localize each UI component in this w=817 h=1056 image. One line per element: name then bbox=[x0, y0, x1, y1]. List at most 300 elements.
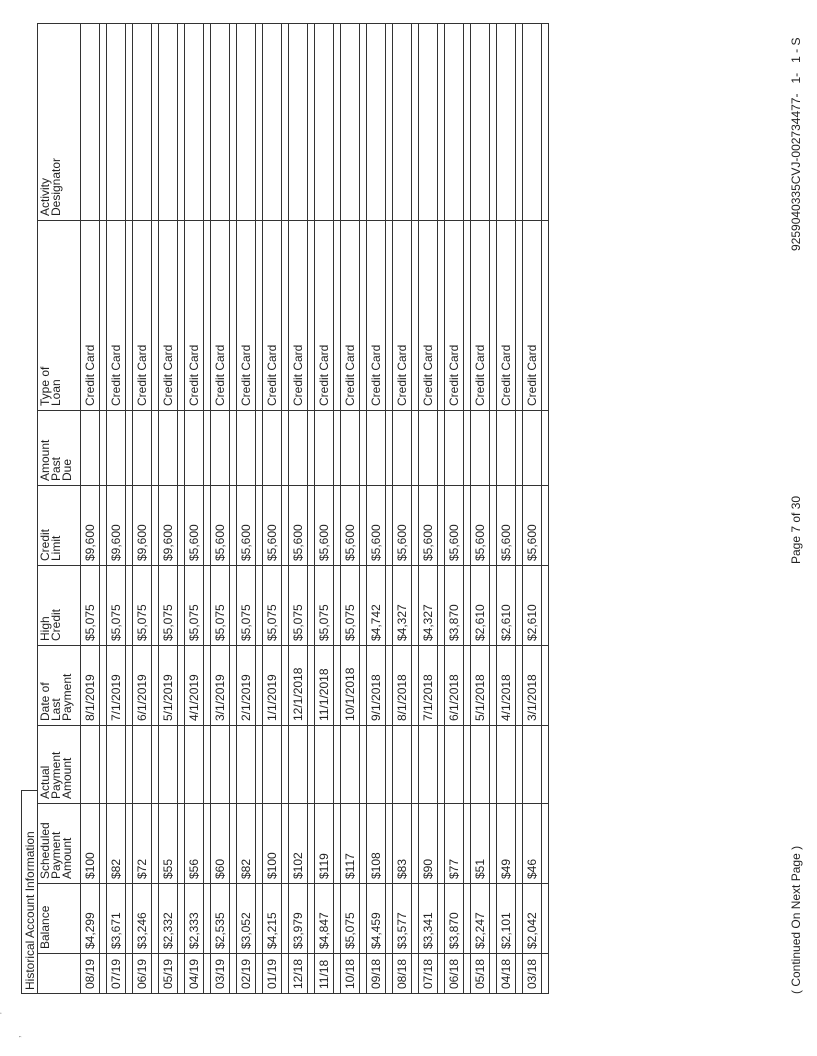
spacer-cell bbox=[516, 804, 523, 884]
spacer-cell bbox=[334, 411, 341, 486]
cell-credit-limit: $9,600 bbox=[107, 486, 126, 566]
cell-credit-limit: $9,600 bbox=[81, 486, 100, 566]
cell-balance: $3,577 bbox=[393, 884, 412, 954]
spacer-cell bbox=[542, 486, 549, 566]
spacer-cell bbox=[152, 646, 159, 726]
spacer-cell bbox=[464, 646, 471, 726]
spacer-cell bbox=[334, 804, 341, 884]
spacer-cell bbox=[204, 726, 211, 804]
row-spacer bbox=[386, 24, 393, 994]
cell-loan-type: Credit Card bbox=[341, 221, 360, 411]
cell-loan-type: Credit Card bbox=[107, 221, 126, 411]
cell-balance: $4,299 bbox=[81, 884, 100, 954]
cell-past-due bbox=[185, 411, 204, 486]
table-row bbox=[497, 24, 516, 994]
spacer-cell bbox=[152, 566, 159, 646]
spacer-cell bbox=[100, 804, 107, 884]
spacer-cell bbox=[464, 804, 471, 884]
spacer-cell bbox=[126, 646, 133, 726]
spacer-cell bbox=[282, 884, 289, 954]
row-spacer bbox=[490, 24, 497, 994]
cell-date-last: 4/1/2019 bbox=[185, 646, 204, 726]
cell-actual bbox=[237, 726, 256, 804]
cell-date-last: 3/1/2018 bbox=[523, 646, 542, 726]
spacer-cell bbox=[412, 411, 419, 486]
spacer-cell bbox=[152, 24, 159, 221]
cell-credit-limit: $5,600 bbox=[471, 486, 490, 566]
cell-past-due bbox=[211, 411, 230, 486]
spacer-cell bbox=[126, 411, 133, 486]
spacer-cell bbox=[360, 954, 367, 994]
cell-balance: $2,042 bbox=[523, 884, 542, 954]
cell-date-last: 9/1/2018 bbox=[367, 646, 386, 726]
spacer-cell bbox=[412, 486, 419, 566]
spacer-cell bbox=[438, 566, 445, 646]
spacer-cell bbox=[256, 646, 263, 726]
spacer-cell bbox=[152, 221, 159, 411]
spacer-cell bbox=[516, 486, 523, 566]
spacer-cell bbox=[100, 726, 107, 804]
spacer-cell bbox=[178, 411, 185, 486]
cell-month: 05/18 bbox=[471, 954, 490, 994]
cell-credit-limit: $9,600 bbox=[133, 486, 152, 566]
spacer-cell bbox=[100, 646, 107, 726]
cell-activity bbox=[263, 24, 282, 221]
col-header-balance bbox=[38, 884, 81, 954]
spacer-cell bbox=[360, 566, 367, 646]
spacer-cell bbox=[334, 884, 341, 954]
spacer-cell bbox=[516, 411, 523, 486]
spacer-cell bbox=[490, 486, 497, 566]
cell-loan-type: Credit Card bbox=[445, 221, 464, 411]
cell-activity bbox=[367, 24, 386, 221]
cell-month: 04/19 bbox=[185, 954, 204, 994]
spacer-cell bbox=[230, 24, 237, 221]
cell-balance: $2,535 bbox=[211, 884, 230, 954]
spacer-cell bbox=[126, 486, 133, 566]
cell-balance: $5,075 bbox=[341, 884, 360, 954]
spacer-cell bbox=[282, 566, 289, 646]
table-row bbox=[185, 24, 204, 994]
cell-activity bbox=[341, 24, 360, 221]
cell-past-due bbox=[237, 411, 256, 486]
cell-date-last: 5/1/2019 bbox=[159, 646, 178, 726]
table-row bbox=[393, 24, 412, 994]
row-spacer bbox=[464, 24, 471, 994]
row-spacer bbox=[282, 24, 289, 994]
cell-credit-limit: $5,600 bbox=[523, 486, 542, 566]
spacer-cell bbox=[386, 24, 393, 221]
cell-activity bbox=[107, 24, 126, 221]
cell-high-credit: $4,742 bbox=[367, 566, 386, 646]
cell-balance: $4,215 bbox=[263, 884, 282, 954]
section-title: Historical Account Information bbox=[21, 790, 37, 994]
spacer-cell bbox=[230, 411, 237, 486]
cell-credit-limit: $5,600 bbox=[367, 486, 386, 566]
cell-loan-type: Credit Card bbox=[419, 221, 438, 411]
cell-activity bbox=[211, 24, 230, 221]
cell-balance: $3,246 bbox=[133, 884, 152, 954]
cell-activity bbox=[523, 24, 542, 221]
cell-past-due bbox=[159, 411, 178, 486]
spacer-cell bbox=[542, 726, 549, 804]
spacer-cell bbox=[438, 24, 445, 221]
col-header-scheduled bbox=[38, 804, 81, 884]
spacer-cell bbox=[308, 954, 315, 994]
cell-scheduled: $49 bbox=[497, 804, 516, 884]
cell-actual bbox=[107, 726, 126, 804]
col-header-past-due bbox=[38, 411, 81, 486]
spacer-cell bbox=[100, 411, 107, 486]
spacer-cell bbox=[178, 884, 185, 954]
spacer-cell bbox=[516, 726, 523, 804]
col-header-actual bbox=[38, 726, 81, 804]
col-header-scheduled-label: Scheduled Payment Amount bbox=[38, 822, 74, 879]
scan-mark: , bbox=[12, 1035, 22, 1038]
col-header-loan-type-label: Type of Loan bbox=[38, 366, 63, 406]
col-header-balance-label: Balance bbox=[38, 905, 52, 949]
table-row bbox=[133, 24, 152, 994]
cell-past-due bbox=[497, 411, 516, 486]
spacer-cell bbox=[282, 486, 289, 566]
cell-loan-type: Credit Card bbox=[263, 221, 282, 411]
cell-balance: $2,333 bbox=[185, 884, 204, 954]
spacer-cell bbox=[126, 24, 133, 221]
table-row bbox=[523, 24, 542, 994]
spacer-cell bbox=[360, 804, 367, 884]
spacer-cell bbox=[230, 884, 237, 954]
spacer-cell bbox=[256, 954, 263, 994]
spacer-cell bbox=[308, 411, 315, 486]
cell-scheduled: $72 bbox=[133, 804, 152, 884]
spacer-cell bbox=[256, 411, 263, 486]
cell-activity bbox=[237, 24, 256, 221]
cell-actual bbox=[289, 726, 308, 804]
cell-month: 09/18 bbox=[367, 954, 386, 994]
cell-month: 08/18 bbox=[393, 954, 412, 994]
spacer-cell bbox=[308, 646, 315, 726]
spacer-cell bbox=[542, 411, 549, 486]
cell-scheduled: $102 bbox=[289, 804, 308, 884]
cell-activity bbox=[133, 24, 152, 221]
spacer-cell bbox=[204, 646, 211, 726]
cell-scheduled: $77 bbox=[445, 804, 464, 884]
cell-balance: $3,870 bbox=[445, 884, 464, 954]
spacer-cell bbox=[126, 884, 133, 954]
cell-high-credit: $2,610 bbox=[523, 566, 542, 646]
spacer-cell bbox=[490, 884, 497, 954]
spacer-cell bbox=[464, 954, 471, 994]
cell-high-credit: $2,610 bbox=[497, 566, 516, 646]
spacer-cell bbox=[126, 726, 133, 804]
col-header-month bbox=[38, 954, 81, 994]
cell-date-last: 11/1/2018 bbox=[315, 646, 334, 726]
spacer-cell bbox=[542, 646, 549, 726]
spacer-cell bbox=[438, 884, 445, 954]
cell-high-credit: $5,075 bbox=[211, 566, 230, 646]
cell-scheduled: $100 bbox=[263, 804, 282, 884]
cell-scheduled: $60 bbox=[211, 804, 230, 884]
col-header-past-due-label: Amount Past Due bbox=[38, 439, 74, 481]
row-spacer bbox=[100, 24, 107, 994]
spacer-cell bbox=[438, 726, 445, 804]
cell-date-last: 10/1/2018 bbox=[341, 646, 360, 726]
spacer-cell bbox=[308, 804, 315, 884]
cell-actual bbox=[523, 726, 542, 804]
cell-loan-type: Credit Card bbox=[185, 221, 204, 411]
table-row bbox=[107, 24, 126, 994]
spacer-cell bbox=[516, 884, 523, 954]
spacer-cell bbox=[438, 486, 445, 566]
row-spacer bbox=[542, 24, 549, 994]
cell-balance: $3,979 bbox=[289, 884, 308, 954]
cell-activity bbox=[289, 24, 308, 221]
cell-scheduled: $117 bbox=[341, 804, 360, 884]
spacer-cell bbox=[542, 566, 549, 646]
cell-month: 04/18 bbox=[497, 954, 516, 994]
spacer-cell bbox=[178, 804, 185, 884]
table-row bbox=[81, 24, 100, 994]
cell-past-due bbox=[289, 411, 308, 486]
cell-month: 03/18 bbox=[523, 954, 542, 994]
cell-scheduled: $82 bbox=[107, 804, 126, 884]
cell-high-credit: $4,327 bbox=[393, 566, 412, 646]
cell-credit-limit: $5,600 bbox=[185, 486, 204, 566]
cell-actual bbox=[341, 726, 360, 804]
cell-month: 11/18 bbox=[315, 954, 334, 994]
spacer-cell bbox=[230, 646, 237, 726]
cell-scheduled: $100 bbox=[81, 804, 100, 884]
cell-past-due bbox=[471, 411, 490, 486]
cell-high-credit: $5,075 bbox=[107, 566, 126, 646]
cell-balance: $2,101 bbox=[497, 884, 516, 954]
table-row bbox=[341, 24, 360, 994]
cell-scheduled: $55 bbox=[159, 804, 178, 884]
spacer-cell bbox=[386, 566, 393, 646]
spacer-cell bbox=[100, 566, 107, 646]
table-row bbox=[471, 24, 490, 994]
row-spacer bbox=[438, 24, 445, 994]
cell-loan-type: Credit Card bbox=[471, 221, 490, 411]
spacer-cell bbox=[282, 646, 289, 726]
cell-month: 10/18 bbox=[341, 954, 360, 994]
cell-actual bbox=[471, 726, 490, 804]
cell-scheduled: $83 bbox=[393, 804, 412, 884]
cell-date-last: 1/1/2019 bbox=[263, 646, 282, 726]
cell-activity bbox=[159, 24, 178, 221]
cell-actual bbox=[159, 726, 178, 804]
spacer-cell bbox=[464, 411, 471, 486]
cell-date-last: 6/1/2018 bbox=[445, 646, 464, 726]
spacer-cell bbox=[152, 884, 159, 954]
spacer-cell bbox=[360, 884, 367, 954]
spacer-cell bbox=[516, 954, 523, 994]
spacer-cell bbox=[204, 411, 211, 486]
spacer-cell bbox=[334, 221, 341, 411]
spacer-cell bbox=[334, 726, 341, 804]
row-spacer bbox=[152, 24, 159, 994]
spacer-cell bbox=[412, 726, 419, 804]
cell-activity bbox=[81, 24, 100, 221]
spacer-cell bbox=[360, 24, 367, 221]
spacer-cell bbox=[516, 566, 523, 646]
spacer-cell bbox=[256, 221, 263, 411]
table-body bbox=[81, 24, 549, 994]
cell-date-last: 8/1/2019 bbox=[81, 646, 100, 726]
scan-mark bbox=[0, 1012, 8, 1014]
spacer-cell bbox=[386, 884, 393, 954]
cell-date-last: 12/1/2018 bbox=[289, 646, 308, 726]
spacer-cell bbox=[204, 221, 211, 411]
cell-scheduled: $46 bbox=[523, 804, 542, 884]
cell-balance: $4,847 bbox=[315, 884, 334, 954]
col-header-high-credit bbox=[38, 566, 81, 646]
cell-credit-limit: $5,600 bbox=[445, 486, 464, 566]
spacer-cell bbox=[230, 804, 237, 884]
spacer-cell bbox=[152, 411, 159, 486]
cell-actual bbox=[497, 726, 516, 804]
spacer-cell bbox=[360, 646, 367, 726]
spacer-cell bbox=[334, 24, 341, 221]
col-header-high-credit-label: High Credit bbox=[38, 608, 63, 641]
row-spacer bbox=[256, 24, 263, 994]
cell-date-last: 6/1/2019 bbox=[133, 646, 152, 726]
spacer-cell bbox=[360, 726, 367, 804]
cell-scheduled: $51 bbox=[471, 804, 490, 884]
spacer-cell bbox=[282, 804, 289, 884]
spacer-cell bbox=[126, 804, 133, 884]
spacer-cell bbox=[386, 411, 393, 486]
cell-month: 02/19 bbox=[237, 954, 256, 994]
spacer-cell bbox=[438, 804, 445, 884]
spacer-cell bbox=[464, 486, 471, 566]
spacer-cell bbox=[386, 221, 393, 411]
spacer-cell bbox=[464, 24, 471, 221]
table-row bbox=[419, 24, 438, 994]
row-spacer bbox=[230, 24, 237, 994]
cell-past-due bbox=[445, 411, 464, 486]
cell-high-credit: $5,075 bbox=[341, 566, 360, 646]
page-number: Page 7 of 30 bbox=[789, 495, 803, 564]
spacer-cell bbox=[542, 24, 549, 221]
spacer-cell bbox=[282, 726, 289, 804]
cell-loan-type: Credit Card bbox=[211, 221, 230, 411]
spacer-cell bbox=[308, 726, 315, 804]
cell-past-due bbox=[315, 411, 334, 486]
spacer-cell bbox=[542, 221, 549, 411]
spacer-cell bbox=[490, 646, 497, 726]
cell-credit-limit: $5,600 bbox=[419, 486, 438, 566]
cell-month: 08/19 bbox=[81, 954, 100, 994]
spacer-cell bbox=[126, 954, 133, 994]
spacer-cell bbox=[464, 221, 471, 411]
row-spacer bbox=[360, 24, 367, 994]
spacer-cell bbox=[542, 954, 549, 994]
cell-actual bbox=[133, 726, 152, 804]
spacer-cell bbox=[230, 221, 237, 411]
cell-activity bbox=[393, 24, 412, 221]
spacer-cell bbox=[204, 884, 211, 954]
spacer-cell bbox=[282, 24, 289, 221]
cell-month: 07/19 bbox=[107, 954, 126, 994]
table-row bbox=[289, 24, 308, 994]
spacer-cell bbox=[256, 486, 263, 566]
cell-activity bbox=[497, 24, 516, 221]
spacer-cell bbox=[412, 646, 419, 726]
cell-actual bbox=[315, 726, 334, 804]
spacer-cell bbox=[360, 221, 367, 411]
cell-scheduled: $90 bbox=[419, 804, 438, 884]
spacer-cell bbox=[204, 486, 211, 566]
cell-balance: $3,052 bbox=[237, 884, 256, 954]
cell-balance: $3,671 bbox=[107, 884, 126, 954]
spacer-cell bbox=[438, 411, 445, 486]
cell-past-due bbox=[107, 411, 126, 486]
cell-past-due bbox=[367, 411, 386, 486]
col-header-credit-limit bbox=[38, 486, 81, 566]
spacer-cell bbox=[412, 221, 419, 411]
cell-high-credit: $5,075 bbox=[159, 566, 178, 646]
cell-credit-limit: $5,600 bbox=[237, 486, 256, 566]
cell-high-credit: $5,075 bbox=[289, 566, 308, 646]
row-spacer bbox=[516, 24, 523, 994]
spacer-cell bbox=[360, 411, 367, 486]
cell-activity bbox=[471, 24, 490, 221]
spacer-cell bbox=[334, 486, 341, 566]
spacer-cell bbox=[334, 646, 341, 726]
spacer-cell bbox=[542, 884, 549, 954]
col-header-credit-limit-label: Credit Limit bbox=[38, 528, 63, 561]
cell-high-credit: $2,610 bbox=[471, 566, 490, 646]
spacer-cell bbox=[256, 24, 263, 221]
spacer-cell bbox=[230, 726, 237, 804]
cell-activity bbox=[445, 24, 464, 221]
cell-past-due bbox=[81, 411, 100, 486]
spacer-cell bbox=[360, 486, 367, 566]
cell-credit-limit: $5,600 bbox=[497, 486, 516, 566]
cell-high-credit: $5,075 bbox=[315, 566, 334, 646]
cell-activity bbox=[315, 24, 334, 221]
cell-actual bbox=[211, 726, 230, 804]
cell-balance: $4,459 bbox=[367, 884, 386, 954]
spacer-cell bbox=[256, 884, 263, 954]
cell-high-credit: $5,075 bbox=[133, 566, 152, 646]
cell-actual bbox=[419, 726, 438, 804]
cell-credit-limit: $5,600 bbox=[341, 486, 360, 566]
spacer-cell bbox=[490, 24, 497, 221]
cell-past-due bbox=[419, 411, 438, 486]
spacer-cell bbox=[334, 954, 341, 994]
spacer-cell bbox=[464, 726, 471, 804]
spacer-cell bbox=[412, 954, 419, 994]
spacer-cell bbox=[386, 646, 393, 726]
table-header-row bbox=[38, 24, 81, 994]
col-header-activity-label: Activity Designator bbox=[38, 157, 63, 216]
table-row bbox=[211, 24, 230, 994]
spacer-cell bbox=[178, 566, 185, 646]
col-header-date-last bbox=[38, 646, 81, 726]
document-reference: 9259040335CVJ-002734477- 1- 1 - S bbox=[789, 37, 803, 251]
spacer-cell bbox=[178, 954, 185, 994]
cell-date-last: 7/1/2018 bbox=[419, 646, 438, 726]
row-spacer bbox=[334, 24, 341, 994]
cell-activity bbox=[419, 24, 438, 221]
spacer-cell bbox=[152, 804, 159, 884]
row-spacer bbox=[412, 24, 419, 994]
spacer-cell bbox=[490, 726, 497, 804]
spacer-cell bbox=[230, 566, 237, 646]
cell-loan-type: Credit Card bbox=[81, 221, 100, 411]
